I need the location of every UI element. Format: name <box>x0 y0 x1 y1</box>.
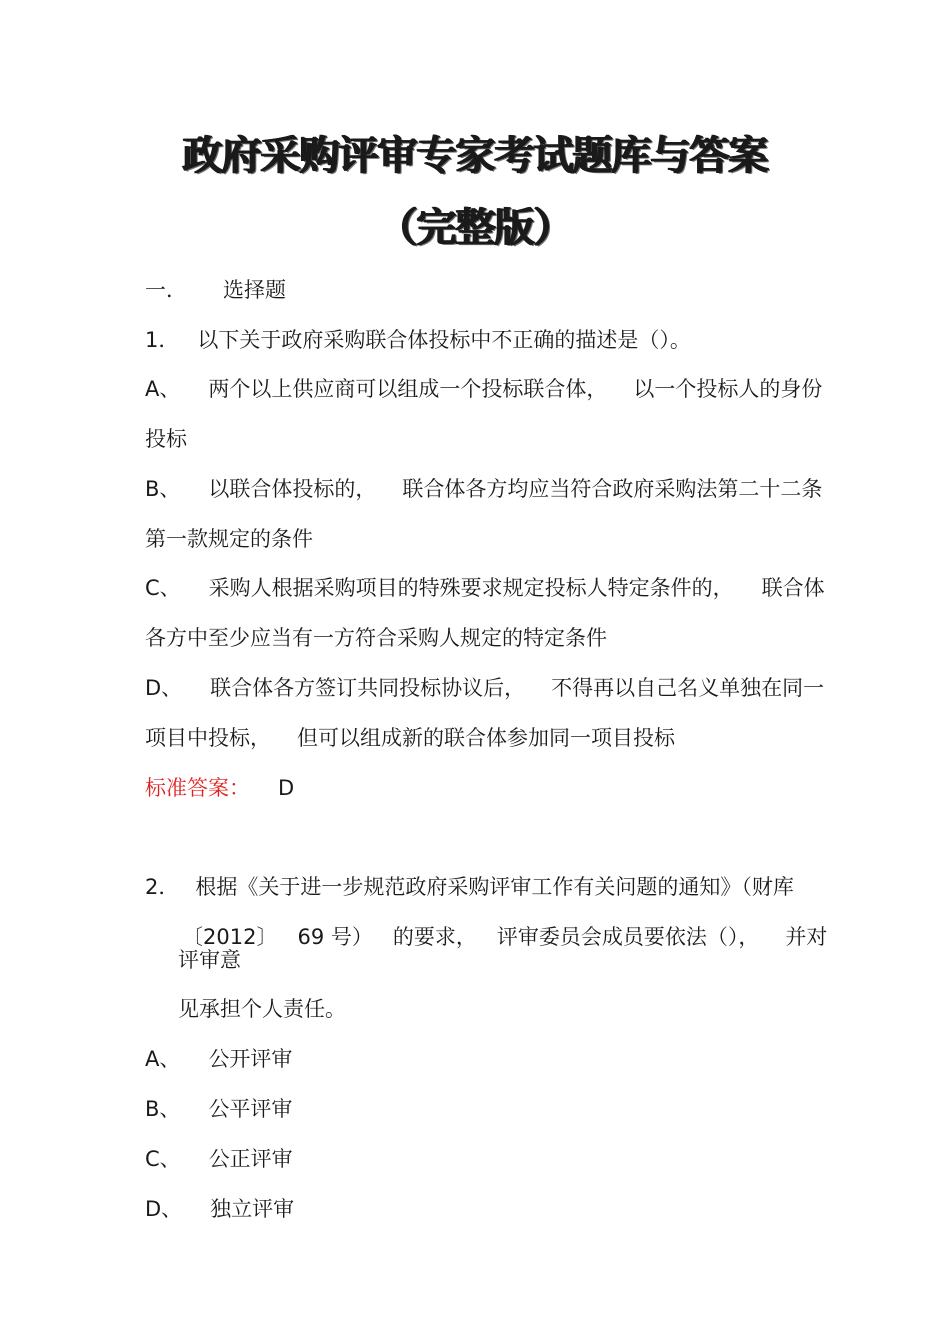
option-text: 公正评审 <box>208 1147 293 1171</box>
question-number: 2． <box>145 875 180 899</box>
question-1-option-c-line2: 各方中至少应当有一方符合采购人规定的特定条件 <box>145 626 607 650</box>
option-label: A、 <box>145 377 181 401</box>
option-label: D、 <box>145 676 183 700</box>
question-text: 69 号） <box>297 925 373 949</box>
question-1-option-a-line2: 投标 <box>145 427 187 451</box>
question-1-option-d-line1 <box>145 674 824 702</box>
option-label: B、 <box>145 477 181 501</box>
question-2-option-c <box>145 1145 293 1173</box>
document-title-line2: （完整版） <box>377 205 573 251</box>
question-text: 的要求， <box>392 925 477 949</box>
option-label: C、 <box>145 1147 181 1171</box>
question-text: 〔2012〕 <box>182 925 278 949</box>
question-1-option-b-line2: 第一款规定的条件 <box>145 527 313 551</box>
option-text: 采购人根据采购项目的特殊要求规定投标人特定条件的， <box>208 576 734 600</box>
section-name: 选择题 <box>223 278 286 302</box>
answer-value: D <box>278 776 295 800</box>
question-2-option-a <box>145 1045 292 1073</box>
option-label: D、 <box>145 1197 183 1221</box>
option-text: 联合体各方签订共同投标协议后， <box>210 676 526 700</box>
question-text: 评审委员会成员要依法（）， <box>496 925 760 949</box>
question-2-option-d <box>145 1195 294 1223</box>
option-text: 联合体 <box>761 576 825 600</box>
section-heading <box>145 276 286 304</box>
question-text: 并对 <box>785 925 828 949</box>
answer-label: 标准答案： <box>145 776 250 800</box>
option-text: 独立评审 <box>210 1197 295 1221</box>
option-text: 联合体各方均应当符合政府采购法第二十二条 <box>402 477 823 501</box>
option-text: 项目中投标， <box>145 726 271 750</box>
question-2-option-b <box>145 1095 292 1123</box>
question-number: 1． <box>145 328 180 352</box>
question-text: 根据《关于进一步规范政府采购评审工作有关问题的通知》（财库 <box>195 875 794 899</box>
question-1-answer <box>145 774 294 802</box>
question-2-stem-line3: 评审意 <box>178 948 241 972</box>
question-1-option-c-line1 <box>145 574 825 602</box>
question-2-stem-line1 <box>145 873 794 901</box>
option-text: 两个以上供应商可以组成一个投标联合体， <box>208 377 608 401</box>
question-1-option-d-line2 <box>145 724 675 752</box>
question-1-option-b-line1 <box>145 475 822 503</box>
option-label: C、 <box>145 576 181 600</box>
section-number: 一． <box>145 278 187 302</box>
question-text: 以下关于政府采购联合体投标中不正确的描述是（）。 <box>197 328 691 352</box>
option-text: 公平评审 <box>208 1097 293 1121</box>
option-text: 但可以组成新的联合体参加同一项目投标 <box>297 726 675 750</box>
option-text: 不得再以自己名义单独在同一 <box>551 676 825 700</box>
question-1-option-a-line1 <box>145 375 822 403</box>
option-text: 以一个投标人的身份 <box>633 377 823 401</box>
option-text: 公开评审 <box>208 1047 293 1071</box>
option-text: 以联合体投标的， <box>208 477 377 501</box>
question-2-stem-line2 <box>182 923 827 951</box>
option-label: B、 <box>145 1097 181 1121</box>
question-2-stem-line4: 见承担个人责任。 <box>178 997 346 1021</box>
document-title-line1: 政府采购评审专家考试题库与答案 <box>182 133 768 179</box>
option-label: A、 <box>145 1047 181 1071</box>
question-1-stem <box>145 326 691 354</box>
